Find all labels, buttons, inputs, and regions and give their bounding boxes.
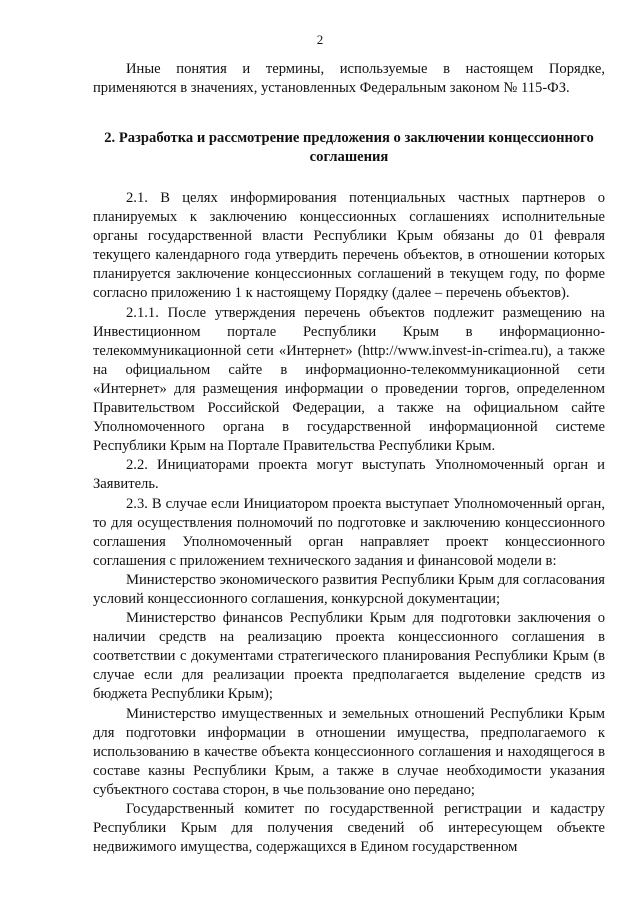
paragraph-state-committee: Государственный комитет по государственной регистрации и кадастру Республики Крым для получения сведений об интересующем объекте недвижимого имущества, содержащихся в Едином государственном (93, 801, 605, 856)
section-title: 2. Разработка и рассмотрение предложения о заключении концессионного соглашения (104, 130, 594, 165)
paragraph-2-1-1: 2.1.1. После утверждения перечень объектов подлежит размещению на Инвестиционном портале Республики Крым в информационно-телекоммуникационной сети «Интернет» (http://www.invest-in-crimea.ru), а также на официальном сайте в информационно-телекоммуникационной сети «Интернет» для размещения информации о проведении торгов, определенном Правительством Российской Федерации, а также на официальном сайте Уполномоченного органа в государственной информационной системе Республики Крым на Портале Правительства Республики Крым. (93, 304, 605, 455)
paragraph-ministry-property: Министерство имущественных и земельных отношений Республики Крым для подготовки информации в отношении имущества, предполагаемого к использованию в качестве объекта концессионного соглашения и находящегося в составе казны Республики Крым, а также в случае необходимости указания субъектного состава сторон, в чье пользование оно передано; (93, 705, 605, 798)
paragraph-2-3: 2.3. В случае если Инициатором проекта выступает Уполномоченный орган, то для осуществления полномочий по подготовке и заключению концессионного соглашения Уполномоченный орган направляет проект концессионного соглашения с приложением технического задания и финансовой модели в: (93, 495, 605, 569)
paragraph-ministry-economy: Министерство экономического развития Республики Крым для согласования условий концессионного соглашения, конкурсной документации; (93, 571, 605, 607)
document-body (93, 60, 605, 857)
paragraph-ministry-finance: Министерство финансов Республики Крым для подготовки заключения о наличии средств на реализацию проекта концессионного соглашения в соответствии с документами стратегического планирования Республики Крым (в случае если для реализации проекта предполагается выделение средств из бюджета Республики Крым); (93, 610, 605, 703)
paragraph-2-1: 2.1. В целях информирования потенциальных частных партнеров о планируемых к заключению концессионных соглашениях исполнительные органы государственной власти Республики Крым обязаны до 01 февраля текущего календарного года утвердить перечень объектов, в отношении которых планируется заключение концессионных соглашений в текущем году, по форме согласно приложению 1 к настоящему Порядку (далее – перечень объектов). (93, 190, 605, 302)
page-number: 2 (316, 32, 324, 47)
paragraph-2-2: 2.2. Инициаторами проекта могут выступать Уполномоченный орган и Заявитель. (93, 457, 605, 493)
intro-paragraph: Иные понятия и термины, используемые в настоящем Порядке, применяются в значениях, установленных Федеральным законом № 115-ФЗ. (93, 61, 605, 97)
